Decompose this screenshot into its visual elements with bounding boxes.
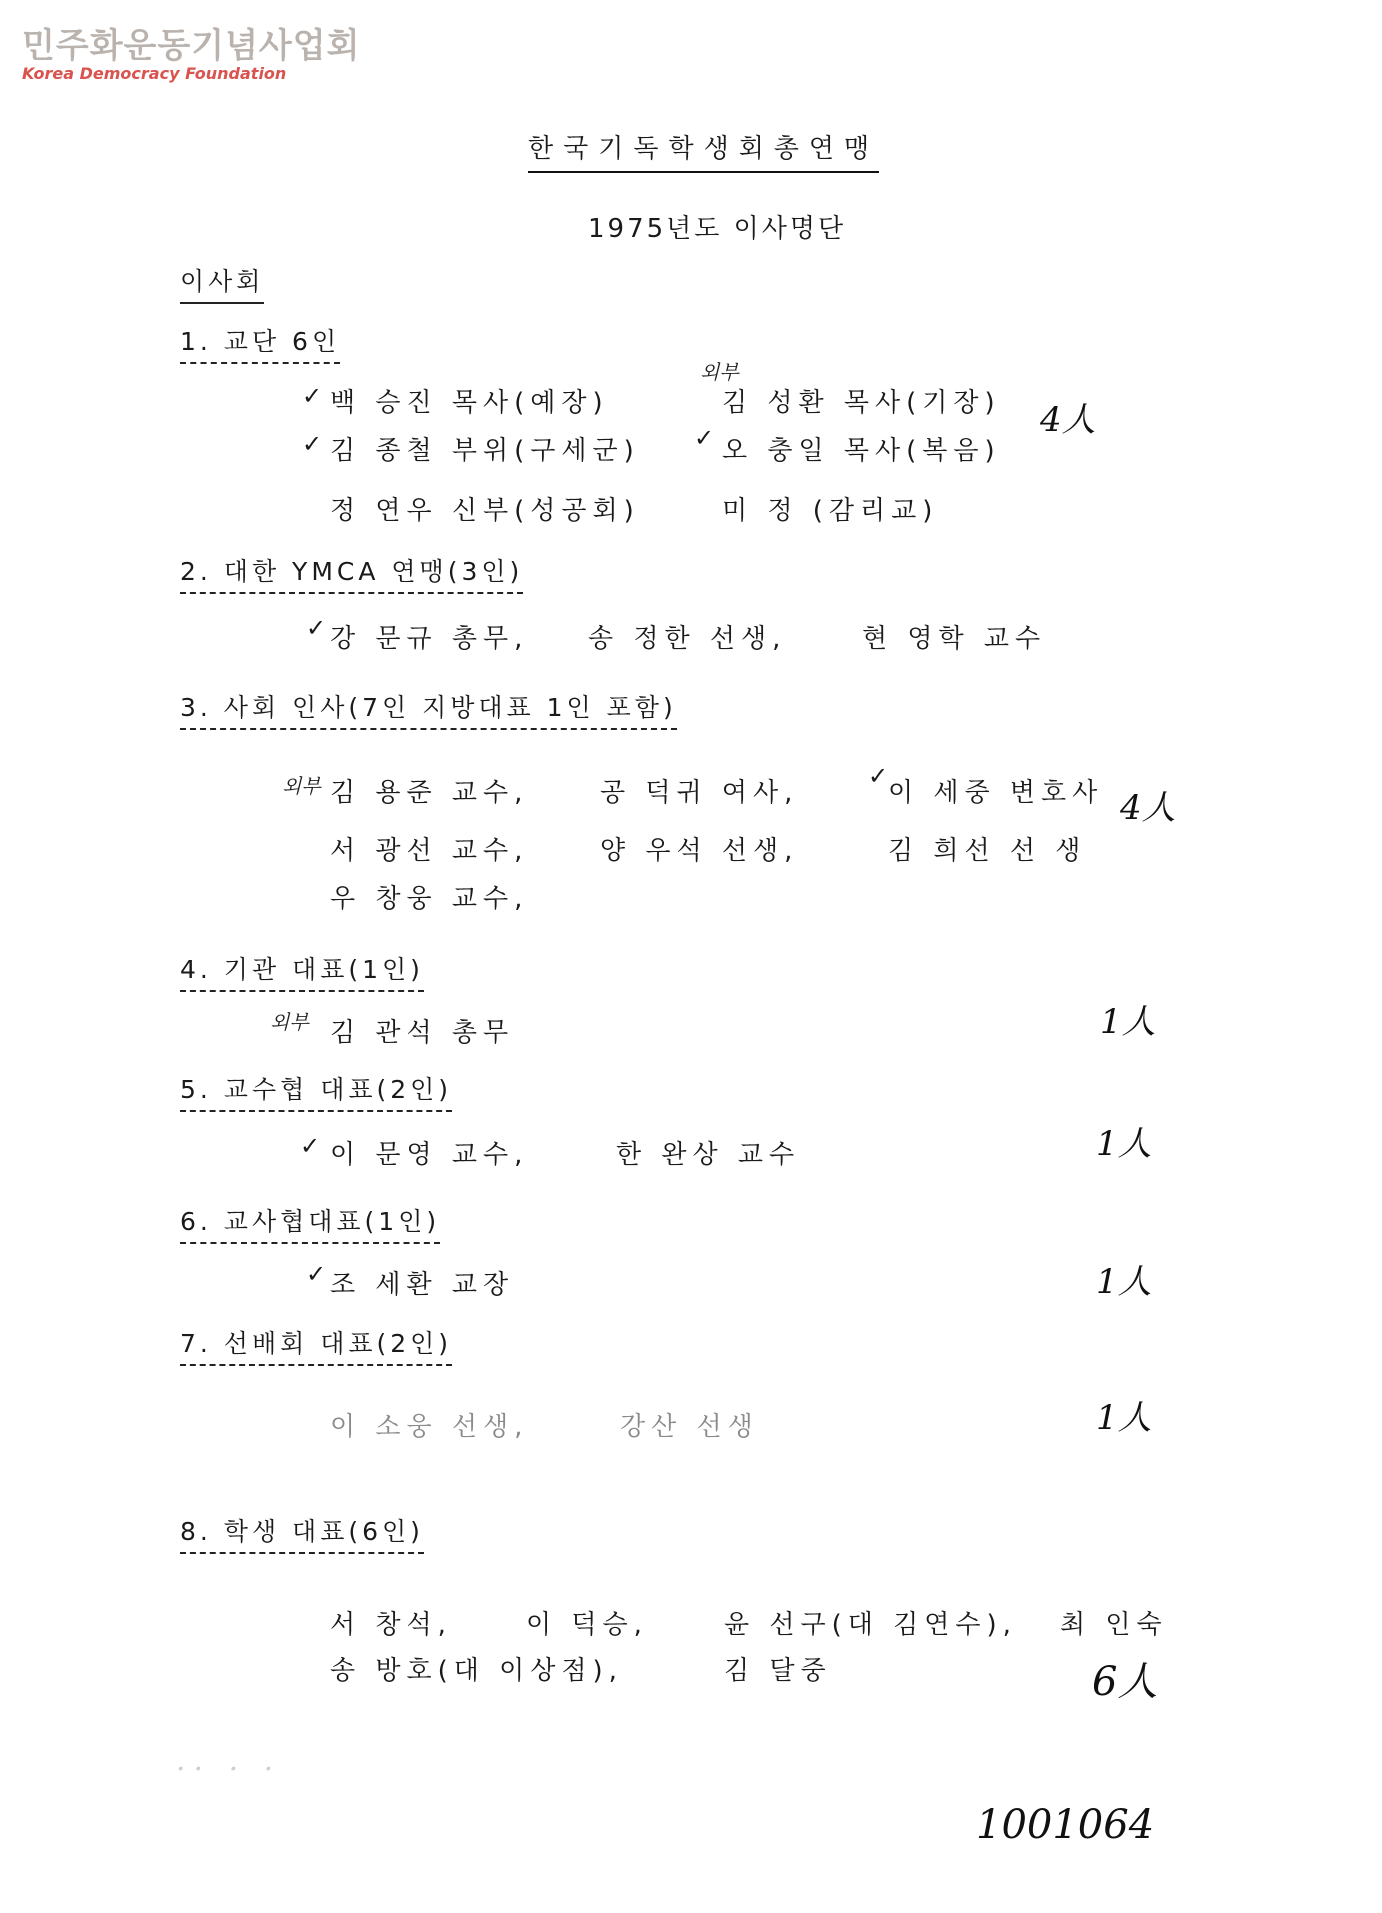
section-4-entry: 김 관석 총무	[330, 1018, 515, 1048]
document-title: 한국기독학생회총연맹	[528, 128, 879, 173]
section-5-entry: 한 완상 교수	[616, 1140, 801, 1170]
section-8-entry: 김 달중	[724, 1656, 832, 1686]
check-mark-icon: ✓	[694, 424, 715, 452]
section-6-entry: 조 세환 교장	[330, 1270, 515, 1300]
section-3-entry: 서 광선 교수,	[330, 836, 529, 866]
document-number: 1001064	[976, 1802, 1155, 1848]
watermark-english: Korea Democracy Foundation	[22, 64, 287, 83]
section-8-count: 6人	[1092, 1659, 1158, 1705]
section-7-entry: 이 소웅 선생,	[330, 1412, 529, 1442]
section-2-entry: 송 정한 선생,	[588, 624, 787, 654]
section-3-handwritten-note: 외부	[282, 774, 321, 798]
section-5-heading: 5. 교수협 대표(2인)	[180, 1070, 452, 1112]
section-3-heading: 3. 사회 인사(7인 지방대표 1인 포함)	[180, 688, 677, 730]
section-1-entry: 정 연우 신부(성공회)	[330, 496, 640, 526]
section-1-entry: 오 충일 목사(복음)	[722, 436, 1001, 466]
check-mark-icon: ✓	[302, 430, 323, 458]
check-mark-icon: ✓	[300, 1132, 321, 1160]
section-6-count: 1人	[1096, 1262, 1152, 1302]
watermark-korean: 민주화운동기념사업회	[22, 26, 361, 66]
section-6-heading: 6. 교사협대표(1인)	[180, 1202, 440, 1244]
section-1-entry: 김 종철 부위(구세군)	[330, 436, 640, 466]
section-3-entry: 김 용준 교수,	[330, 778, 529, 808]
section-8-entry: 서 창석,	[330, 1610, 452, 1640]
section-3-entry: 공 덕귀 여사,	[600, 778, 799, 808]
section-8-entry: 이 덕승,	[526, 1610, 648, 1640]
section-4-count: 1人	[1100, 1002, 1156, 1042]
section-4-handwritten-note: 외부	[270, 1010, 309, 1034]
section-1-handwritten-note: 외부	[700, 360, 739, 384]
faint-stamp-icon: ·· · ·	[176, 1752, 282, 1787]
section-7-entry: 강산 선생	[620, 1412, 759, 1442]
section-8-heading: 8. 학생 대표(6인)	[180, 1512, 424, 1554]
section-4-heading: 4. 기관 대표(1인)	[180, 950, 424, 992]
section-3-count: 4人	[1120, 788, 1176, 828]
check-mark-icon: ✓	[302, 382, 323, 410]
board-label: 이사회	[180, 262, 264, 304]
section-3-entry: 이 세중 변호사	[888, 778, 1104, 808]
section-1-count: 4人	[1040, 400, 1096, 440]
check-mark-icon: ✓	[868, 762, 889, 790]
section-5-count: 1人	[1096, 1124, 1152, 1164]
section-8-entry: 윤 선구(대 김연수),	[724, 1610, 1017, 1640]
section-8-entry: 송 방호(대 이상점),	[330, 1656, 623, 1686]
section-2-heading: 2. 대한 YMCA 연맹(3인)	[180, 552, 523, 594]
section-3-entry: 김 희선 선 생	[888, 836, 1087, 866]
section-7-count: 1人	[1096, 1398, 1152, 1438]
section-1-entry: 김 성환 목사(기장)	[722, 388, 1001, 418]
section-3-entry: 양 우석 선생,	[600, 836, 799, 866]
section-1-entry: 백 승진 목사(예장)	[330, 388, 609, 418]
section-1-heading: 1. 교단 6인	[180, 322, 340, 364]
document-subtitle: 1975년도 이사명단	[588, 214, 847, 244]
section-1-entry: 미 정 (감리교)	[722, 496, 939, 526]
section-3-entry: 우 창웅 교수,	[330, 884, 529, 914]
check-mark-icon: ✓	[306, 1260, 327, 1288]
section-2-entry: 강 문규 총무,	[330, 624, 529, 654]
section-7-heading: 7. 선배회 대표(2인)	[180, 1324, 452, 1366]
section-8-entry: 최 인숙	[1060, 1610, 1168, 1640]
section-2-entry: 현 영학 교수	[862, 624, 1047, 654]
section-5-entry: 이 문영 교수,	[330, 1140, 529, 1170]
check-mark-icon: ✓	[306, 614, 327, 642]
